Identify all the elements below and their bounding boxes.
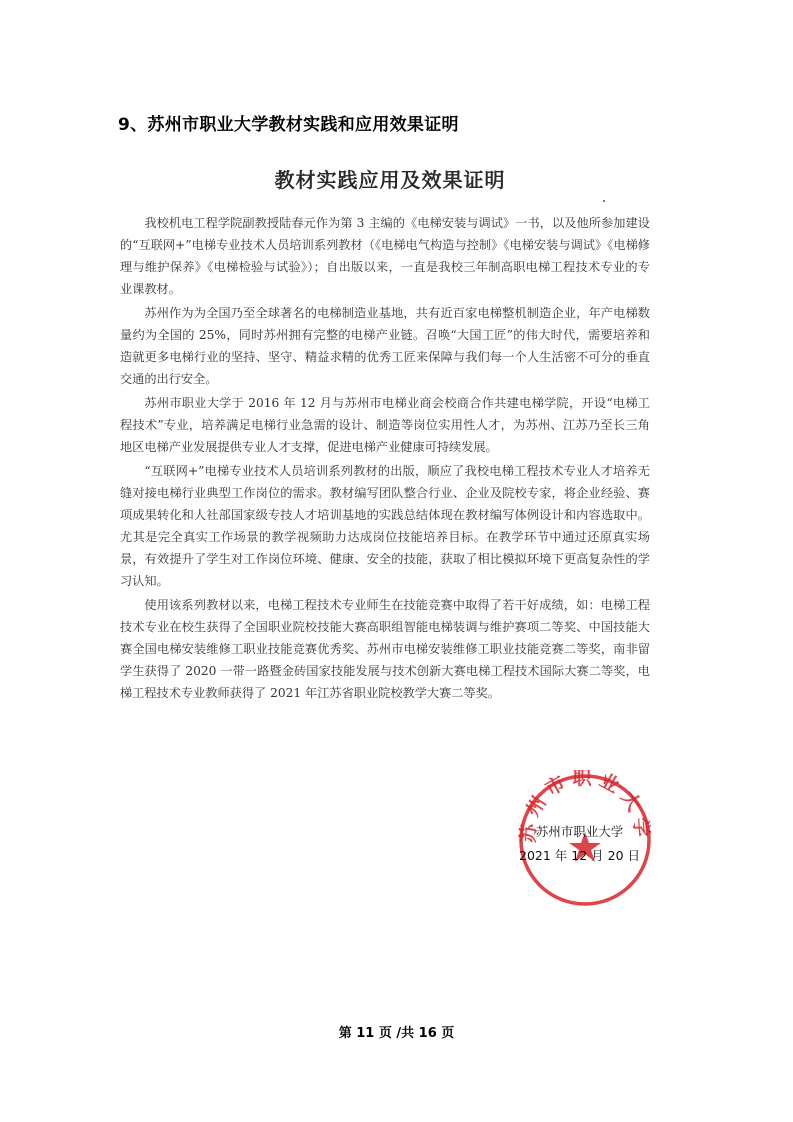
paragraph-5: 使用该系列教材以来，电梯工程技术专业师生在技能竞赛中取得了若干好成绩，如：电梯工程技术专业在校生获得了全国职业院校技能大赛高职组智能电梯装调与维护赛项二等奖、中国技能大赛全国电梯安装维修工职业技能竞赛优秀奖、苏州市电梯安装维修工职业技能竞赛二等奖，南非留学生获得了 2020 一带一路暨金砖国家技能发展与技术创新大赛电梯工程技术国际大赛二等奖，电梯工程技术专业教师获得了 2021 年江苏省职业院校教学大赛二等奖。 <box>120 598 650 700</box>
page-number: 第 11 页 /共 16 页 <box>338 1026 455 1041</box>
signature-organization: 苏州市职业大学 <box>535 824 624 839</box>
scan-speck <box>603 200 605 202</box>
scanned-certificate <box>110 150 670 920</box>
signature-date: 2021 年 12 月 20 日 <box>519 848 640 863</box>
section-heading: 9、苏州市职业大学教材实践和应用效果证明 <box>118 115 459 135</box>
signature-block <box>519 820 640 868</box>
document-body <box>120 212 650 706</box>
paragraph-2: 苏州作为为全国乃至全球著名的电梯制造业基地，共有近百家电梯整机制造企业，年产电梯数量约为全国的 25%，同时苏州拥有完整的电梯产业链。召唤“大国工匠”的伟大时代，需要培养和造就更多电梯行业的坚持、坚守、精益求精的优秀工匠来保障与我们每一个人生活密不可分的垂直交通的出行安全。 <box>120 306 650 386</box>
paragraph-3: 苏州市职业大学于 2016 年 12 月与苏州市电梯业商会校商合作共建电梯学院，开设“电梯工程技术”专业，培养满足电梯行业急需的设计、制造等岗位实用性人才，为苏州、江苏乃至长三角地区电梯产业发展提供专业人才支撑，促进电梯产业健康可持续发展。 <box>120 396 650 454</box>
svg-text:苏州市职业大学: 苏州市职业大学 <box>517 770 653 844</box>
paragraph-4: “互联网+”电梯专业技术人员培训系列教材的出版，顺应了我校电梯工程技术专业人才培养无缝对接电梯行业典型工作岗位的需求。教材编写团队整合行业、企业及院校专家，将企业经验、赛项成果转化和人社部国家级专技人才培训基地的实践总结体现在教材编写体例设计和内容选取中。尤其是完全真实工作场景的教学视频助力达成岗位技能培养目标。在教学环节中通过还原真实场景，有效提升了学生对工作岗位环境、健康、安全的技能，获取了相比模拟环境下更高复杂性的学习认知。 <box>120 464 650 588</box>
document-title: 教材实践应用及效果证明 <box>274 168 506 192</box>
paragraph-1: 我校机电工程学院副教授陆春元作为第 3 主编的《电梯安装与调试》一书，以及他所参加建设的“互联网+”电梯专业技术人员培训系列教材（《电梯电气构造与控制》《电梯安装与调试》《电梯修理与维护保养》《电梯检验与试验》）；自出版以来，一直是我校三年制高职电梯工程技术专业的专业课教材。 <box>120 216 650 296</box>
